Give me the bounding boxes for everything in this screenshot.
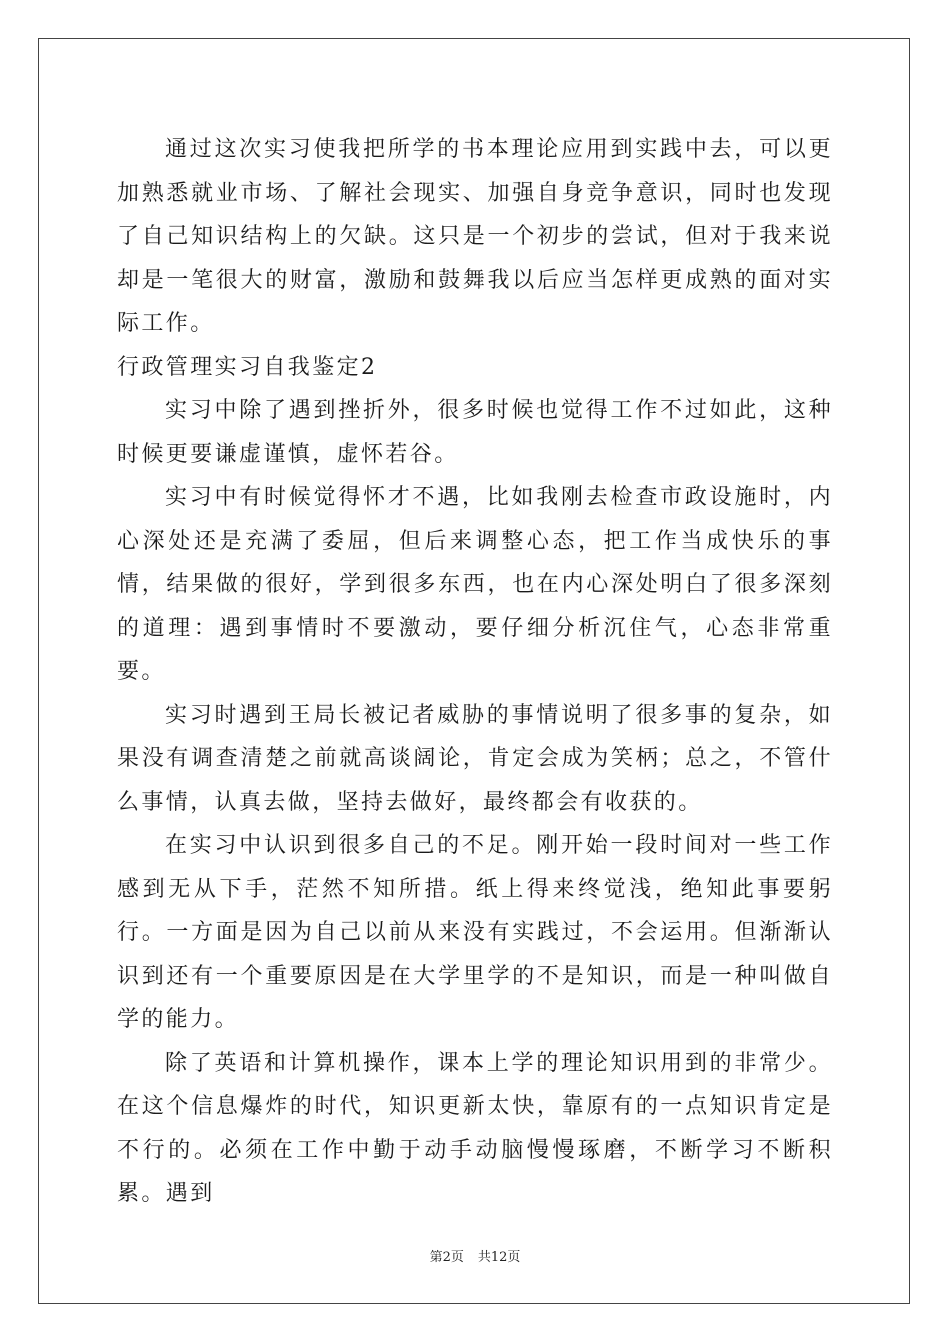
page-total: 共12页: [477, 1250, 521, 1265]
paragraph: 在实习中认识到很多自己的不足。刚开始一段时间对一些工作感到无从下手，茫然不知所措。纸上得来终觉浅，绝知此事要躬行。一方面是因为自己以前从来没有实践过，不会运用。但渐渐认识到还有一个重要原因是在大学里学的不是知识，而是一种叫做自学的能力。: [117, 833, 833, 1032]
page-footer: [0, 1246, 950, 1265]
paragraph: 实习时遇到王局长被记者威胁的事情说明了很多事的复杂，如果没有调查清楚之前就高谈阔论，肯定会成为笑柄；总之，不管什么事情，认真去做，坚持去做好，最终都会有收获的。: [117, 702, 833, 815]
section-heading: 行政管理实习自我鉴定2: [117, 354, 378, 380]
paragraph: 实习中除了遇到挫折外，很多时候也觉得工作不过如此，这种时候更要谦虚谨慎，虚怀若谷。: [117, 398, 833, 467]
paragraph: 通过这次实习使我把所学的书本理论应用到实践中去，可以更加熟悉就业市场、了解社会现实、加强自身竞争意识，同时也发现了自己知识结构上的欠缺。这只是一个初步的尝试，但对于我来说却是一笔很大的财富，激励和鼓舞我以后应当怎样更成熟的面对实际工作。: [117, 137, 833, 336]
page-number: 第2页: [429, 1250, 464, 1265]
paragraph: 实习中有时候觉得怀才不遇，比如我刚去检查市政设施时，内心深处还是充满了委屈，但后来调整心态，把工作当成快乐的事情，结果做的很好，学到很多东西，也在内心深处明白了很多深刻的道理：遇到事情时不要激动，要仔细分析沉住气，心态非常重要。: [117, 485, 833, 684]
paragraph: 除了英语和计算机操作，课本上学的理论知识用到的非常少。在这个信息爆炸的时代，知识更新太快，靠原有的一点知识肯定是不行的。必须在工作中勤于动手动脑慢慢琢磨，不断学习不断积累。遇到: [117, 1050, 833, 1206]
document-body: [117, 128, 833, 1216]
